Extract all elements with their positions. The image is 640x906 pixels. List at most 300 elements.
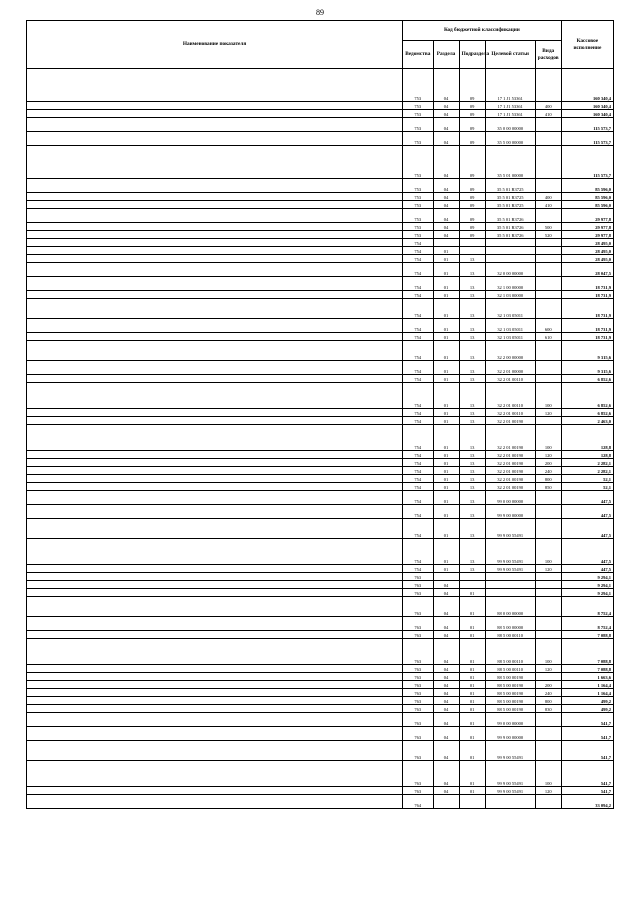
- section-code: 04: [433, 631, 459, 639]
- target-code: 35 5 01 00000: [485, 146, 535, 179]
- table-row: [27, 247, 614, 255]
- target-code: 32 2 01 00190: [485, 425, 535, 451]
- section-code: 04: [433, 727, 459, 741]
- dept-code: 763: [403, 581, 433, 589]
- expense-code: 240: [535, 689, 561, 697]
- subsection-code: [459, 795, 485, 809]
- table-row: [27, 681, 614, 689]
- row-name: [27, 239, 403, 247]
- subsection-code: 13: [459, 291, 485, 299]
- table-row: [27, 451, 614, 459]
- row-name: [27, 409, 403, 417]
- section-code: 04: [433, 639, 459, 665]
- section-code: 01: [433, 255, 459, 263]
- row-name: [27, 467, 403, 475]
- dept-code: 754: [403, 277, 433, 291]
- cash-amount: 7 088,8: [561, 665, 613, 673]
- dept-code: 753: [403, 102, 433, 110]
- dept-code: 753: [403, 110, 433, 118]
- row-name: [27, 565, 403, 573]
- cash-amount: 2 282,1: [561, 459, 613, 467]
- cash-amount: 9 294,1: [561, 573, 613, 581]
- page-number: 89: [316, 8, 324, 17]
- subsection-code: 13: [459, 319, 485, 333]
- dept-code: 754: [403, 291, 433, 299]
- dept-code: 754: [403, 263, 433, 277]
- dept-code: 754: [403, 341, 433, 361]
- row-name: [27, 179, 403, 193]
- cash-amount: 28 495,0: [561, 247, 613, 255]
- row-name: [27, 617, 403, 631]
- expense-code: 400: [535, 193, 561, 201]
- dept-code: 754: [403, 383, 433, 409]
- row-name: [27, 201, 403, 209]
- expense-code: [535, 118, 561, 132]
- subsection-code: 13: [459, 519, 485, 539]
- expense-code: 120: [535, 409, 561, 417]
- table-row: [27, 231, 614, 239]
- dept-code: 754: [403, 247, 433, 255]
- table-row: [27, 639, 614, 665]
- cash-amount: 115 573,7: [561, 146, 613, 179]
- expense-code: [535, 727, 561, 741]
- target-code: [485, 581, 535, 589]
- subsection-code: 13: [459, 475, 485, 483]
- row-name: [27, 383, 403, 409]
- cash-amount: 160 340,4: [561, 110, 613, 118]
- target-code: 32 2 01 00190: [485, 451, 535, 459]
- expense-code: [535, 209, 561, 223]
- section-code: 01: [433, 375, 459, 383]
- target-code: [485, 589, 535, 597]
- target-code: 17 1 J1 53361: [485, 110, 535, 118]
- row-name: [27, 505, 403, 519]
- expense-code: 520: [535, 231, 561, 239]
- section-code: 01: [433, 425, 459, 451]
- expense-code: [535, 179, 561, 193]
- expense-code: 800: [535, 475, 561, 483]
- cash-amount: 447,5: [561, 539, 613, 565]
- table-row: [27, 361, 614, 375]
- row-name: [27, 102, 403, 110]
- subsection-code: 13: [459, 459, 485, 467]
- dept-code: 763: [403, 787, 433, 795]
- section-code: 01: [433, 539, 459, 565]
- cash-amount: 85 596,0: [561, 193, 613, 201]
- target-code: 35 5 01 R3726: [485, 231, 535, 239]
- subsection-code: 13: [459, 299, 485, 319]
- cash-amount: 9 294,1: [561, 589, 613, 597]
- table-row: [27, 697, 614, 705]
- cash-amount: 541,7: [561, 713, 613, 727]
- expense-code: 120: [535, 787, 561, 795]
- section-code: [433, 573, 459, 581]
- dept-code: 753: [403, 69, 433, 102]
- target-code: 32 1 00 00000: [485, 277, 535, 291]
- cash-amount: 8 752,4: [561, 617, 613, 631]
- target-code: 32 2 01 00110: [485, 383, 535, 409]
- dept-code: 754: [403, 467, 433, 475]
- target-code: 32 2 01 00110: [485, 375, 535, 383]
- dept-code: 754: [403, 505, 433, 519]
- subsection-code: [459, 573, 485, 581]
- expense-code: [535, 505, 561, 519]
- subsection-code: 13: [459, 565, 485, 573]
- cash-amount: 29 977,8: [561, 209, 613, 223]
- target-code: 99 9 00 55491: [485, 565, 535, 573]
- row-name: [27, 146, 403, 179]
- target-code: 99 9 00 55491: [485, 539, 535, 565]
- cash-amount: 447,5: [561, 505, 613, 519]
- row-name: [27, 277, 403, 291]
- row-name: [27, 597, 403, 617]
- subsection-code: 01: [459, 741, 485, 761]
- cash-amount: 1 663,6: [561, 673, 613, 681]
- table-row: [27, 689, 614, 697]
- target-code: 32 1 03 00000: [485, 291, 535, 299]
- subsection-code: 13: [459, 539, 485, 565]
- subsection-code: 13: [459, 383, 485, 409]
- cash-amount: 499,2: [561, 697, 613, 705]
- subsection-code: 13: [459, 425, 485, 451]
- section-code: 04: [433, 589, 459, 597]
- dept-code: 753: [403, 146, 433, 179]
- target-code: 88 5 00 00190: [485, 689, 535, 697]
- section-code: 01: [433, 409, 459, 417]
- cash-amount: 18 731,9: [561, 291, 613, 299]
- cash-amount: 447,5: [561, 491, 613, 505]
- section-code: 04: [433, 209, 459, 223]
- table-row: [27, 787, 614, 795]
- subsection-code: 13: [459, 409, 485, 417]
- subsection-code: 09: [459, 146, 485, 179]
- row-name: [27, 193, 403, 201]
- subsection-code: 13: [459, 505, 485, 519]
- target-code: 35 5 01 R3726: [485, 209, 535, 223]
- section-code: 01: [433, 505, 459, 519]
- dept-code: 754: [403, 239, 433, 247]
- cash-amount: 52,1: [561, 483, 613, 491]
- section-code: 04: [433, 69, 459, 102]
- table-row: [27, 69, 614, 102]
- section-code: 01: [433, 341, 459, 361]
- row-name: [27, 425, 403, 451]
- row-name: [27, 665, 403, 673]
- cash-amount: 115 573,7: [561, 118, 613, 132]
- expense-code: [535, 239, 561, 247]
- table-row: [27, 741, 614, 761]
- section-code: 01: [433, 459, 459, 467]
- subsection-code: 09: [459, 118, 485, 132]
- dept-code: 763: [403, 617, 433, 631]
- row-name: [27, 727, 403, 741]
- section-code: 01: [433, 361, 459, 375]
- section-code: [433, 239, 459, 247]
- row-name: [27, 741, 403, 761]
- cash-amount: 9 294,1: [561, 581, 613, 589]
- row-name: [27, 255, 403, 263]
- cash-amount: 6 852,6: [561, 375, 613, 383]
- cash-amount: 1 164,4: [561, 689, 613, 697]
- section-code: 01: [433, 491, 459, 505]
- row-name: [27, 110, 403, 118]
- section-code: 04: [433, 617, 459, 631]
- subsection-code: 01: [459, 681, 485, 689]
- expense-code: 410: [535, 201, 561, 209]
- subsection-code: 13: [459, 491, 485, 505]
- section-code: 04: [433, 741, 459, 761]
- table-row: [27, 299, 614, 319]
- dept-code: 753: [403, 118, 433, 132]
- expense-code: 100: [535, 425, 561, 451]
- target-code: 32 1 03 05011: [485, 319, 535, 333]
- row-name: [27, 291, 403, 299]
- row-name: [27, 697, 403, 705]
- row-name: [27, 713, 403, 727]
- expense-code: 120: [535, 565, 561, 573]
- row-name: [27, 787, 403, 795]
- cash-amount: 85 596,0: [561, 179, 613, 193]
- section-code: 01: [433, 299, 459, 319]
- expense-code: [535, 417, 561, 425]
- target-code: 32 0 00 00000: [485, 263, 535, 277]
- expense-code: [535, 247, 561, 255]
- expense-code: 200: [535, 459, 561, 467]
- expense-code: [535, 597, 561, 617]
- table-row: [27, 193, 614, 201]
- section-code: [433, 795, 459, 809]
- cash-amount: 2 282,1: [561, 467, 613, 475]
- table-row: [27, 132, 614, 146]
- subsection-code: 09: [459, 193, 485, 201]
- expense-code: [535, 519, 561, 539]
- target-code: [485, 239, 535, 247]
- subsection-code: 01: [459, 689, 485, 697]
- table-row: [27, 277, 614, 291]
- expense-code: 120: [535, 665, 561, 673]
- subsection-code: [459, 581, 485, 589]
- expense-code: 120: [535, 451, 561, 459]
- cash-amount: 6 852,6: [561, 409, 613, 417]
- target-code: 99 9 00 55491: [485, 519, 535, 539]
- subsection-code: 01: [459, 761, 485, 787]
- table-row: [27, 459, 614, 467]
- table-row: [27, 673, 614, 681]
- section-code: 04: [433, 581, 459, 589]
- expense-code: [535, 631, 561, 639]
- dept-code: 753: [403, 179, 433, 193]
- section-code: 04: [433, 681, 459, 689]
- target-code: 88 5 00 00110: [485, 639, 535, 665]
- table-row: [27, 223, 614, 231]
- cash-amount: 28 495,0: [561, 255, 613, 263]
- table-row: [27, 475, 614, 483]
- cash-amount: 128,8: [561, 451, 613, 459]
- expense-code: 100: [535, 639, 561, 665]
- section-code: 04: [433, 673, 459, 681]
- target-code: 99 9 00 55491: [485, 787, 535, 795]
- section-code: 04: [433, 597, 459, 617]
- dept-code: 754: [403, 451, 433, 459]
- dept-code: 753: [403, 231, 433, 239]
- table-row: [27, 239, 614, 247]
- row-name: [27, 333, 403, 341]
- dept-code: 754: [403, 375, 433, 383]
- target-code: 99 0 00 00000: [485, 713, 535, 727]
- section-code: 04: [433, 705, 459, 713]
- row-name: [27, 263, 403, 277]
- table-row: [27, 110, 614, 118]
- row-name: [27, 673, 403, 681]
- expense-code: 200: [535, 681, 561, 689]
- dept-code: 763: [403, 741, 433, 761]
- table-row: [27, 209, 614, 223]
- dept-code: 754: [403, 459, 433, 467]
- row-name: [27, 573, 403, 581]
- table-row: [27, 631, 614, 639]
- subsection-code: 13: [459, 467, 485, 475]
- target-code: 99 9 00 00000: [485, 727, 535, 741]
- row-name: [27, 451, 403, 459]
- subsection-code: 01: [459, 617, 485, 631]
- cash-amount: 28 047,5: [561, 263, 613, 277]
- dept-code: 754: [403, 409, 433, 417]
- expense-code: [535, 589, 561, 597]
- subsection-code: 13: [459, 375, 485, 383]
- section-code: 01: [433, 475, 459, 483]
- section-code: 01: [433, 333, 459, 341]
- dept-code: 763: [403, 665, 433, 673]
- dept-code: 754: [403, 299, 433, 319]
- cash-amount: 8 752,4: [561, 597, 613, 617]
- expense-code: [535, 132, 561, 146]
- table-row: [27, 291, 614, 299]
- header-cash-execution: Кассовое исполнение: [561, 21, 613, 69]
- cash-amount: 28 495,0: [561, 239, 613, 247]
- row-name: [27, 375, 403, 383]
- row-name: [27, 341, 403, 361]
- row-name: [27, 681, 403, 689]
- target-code: 35 5 00 00000: [485, 132, 535, 146]
- expense-code: [535, 146, 561, 179]
- table-row: [27, 467, 614, 475]
- subsection-code: 13: [459, 263, 485, 277]
- header-target: Целевой статьи: [485, 41, 535, 69]
- cash-amount: 7 088,8: [561, 631, 613, 639]
- cash-amount: 29 977,8: [561, 223, 613, 231]
- subsection-code: 09: [459, 231, 485, 239]
- section-code: 01: [433, 291, 459, 299]
- target-code: 88 5 00 00190: [485, 681, 535, 689]
- cash-amount: 115 573,7: [561, 132, 613, 146]
- subsection-code: [459, 247, 485, 255]
- header-subsection: Подраздела: [459, 41, 485, 69]
- expense-code: [535, 617, 561, 631]
- table-row: [27, 597, 614, 617]
- subsection-code: 01: [459, 665, 485, 673]
- target-code: 32 2 00 00000: [485, 341, 535, 361]
- target-code: 35 5 01 R3725: [485, 193, 535, 201]
- expense-code: [535, 361, 561, 375]
- table-row: [27, 341, 614, 361]
- target-code: 35 5 01 R3725: [485, 201, 535, 209]
- expense-code: [535, 375, 561, 383]
- expense-code: 240: [535, 467, 561, 475]
- dept-code: 754: [403, 491, 433, 505]
- target-code: 32 1 03 05011: [485, 299, 535, 319]
- header-expense: Вида расходов: [535, 41, 561, 69]
- expense-code: [535, 299, 561, 319]
- row-name: [27, 459, 403, 467]
- row-name: [27, 483, 403, 491]
- row-name: [27, 417, 403, 425]
- cash-amount: 541,7: [561, 787, 613, 795]
- target-code: 99 9 00 55491: [485, 741, 535, 761]
- section-code: 04: [433, 146, 459, 179]
- dept-code: 763: [403, 713, 433, 727]
- dept-code: 763: [403, 573, 433, 581]
- section-code: 04: [433, 179, 459, 193]
- row-name: [27, 319, 403, 333]
- expense-code: [535, 795, 561, 809]
- subsection-code: 01: [459, 631, 485, 639]
- expense-code: [535, 713, 561, 727]
- row-name: [27, 491, 403, 505]
- expense-code: 500: [535, 223, 561, 231]
- dept-code: 754: [403, 255, 433, 263]
- expense-code: 600: [535, 319, 561, 333]
- subsection-code: 01: [459, 713, 485, 727]
- target-code: 32 2 01 00110: [485, 409, 535, 417]
- cash-amount: 18 731,9: [561, 319, 613, 333]
- row-name: [27, 639, 403, 665]
- header-classification: Код бюджетной классификации: [403, 21, 562, 41]
- target-code: [485, 795, 535, 809]
- dept-code: 754: [403, 483, 433, 491]
- dept-code: 754: [403, 319, 433, 333]
- row-name: [27, 299, 403, 319]
- target-code: 88 5 00 00190: [485, 697, 535, 705]
- expense-code: [535, 69, 561, 102]
- table-row: [27, 573, 614, 581]
- target-code: 35 5 01 R3725: [485, 179, 535, 193]
- table-row: [27, 102, 614, 110]
- target-code: 32 2 01 00190: [485, 417, 535, 425]
- cash-amount: 499,2: [561, 705, 613, 713]
- section-code: 04: [433, 118, 459, 132]
- subsection-code: 01: [459, 597, 485, 617]
- table-row: [27, 417, 614, 425]
- expense-code: [535, 255, 561, 263]
- header-dept: Ведомства: [403, 41, 433, 69]
- subsection-code: 09: [459, 110, 485, 118]
- table-row: [27, 727, 614, 741]
- expense-code: [535, 341, 561, 361]
- row-name: [27, 705, 403, 713]
- expense-code: 100: [535, 539, 561, 565]
- row-name: [27, 689, 403, 697]
- target-code: 35 5 01 R3726: [485, 223, 535, 231]
- table-row: [27, 179, 614, 193]
- target-code: 88 5 00 00110: [485, 631, 535, 639]
- target-code: [485, 247, 535, 255]
- dept-code: 763: [403, 689, 433, 697]
- subsection-code: 09: [459, 102, 485, 110]
- cash-amount: 2 463,0: [561, 417, 613, 425]
- budget-table: [26, 20, 614, 809]
- cash-amount: 160 340,4: [561, 102, 613, 110]
- cash-amount: 29 977,8: [561, 231, 613, 239]
